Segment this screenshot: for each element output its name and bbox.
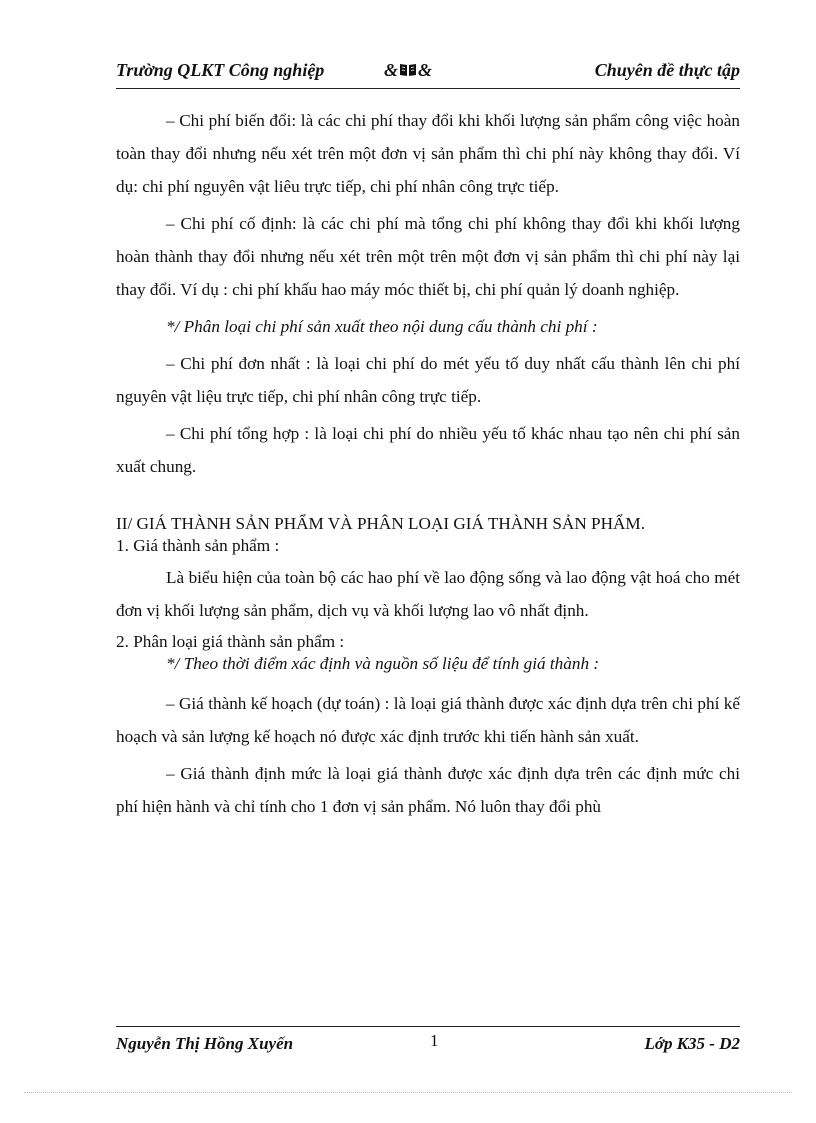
section-heading: II/ GIÁ THÀNH SẢN PHẨM VÀ PHÂN LOẠI GIÁ THÀNH SẢN PHẨM. bbox=[116, 514, 646, 533]
paragraph-fixed-cost: – Chi phí cố định: là các chi phí mà tổng chi phí không thay đổi khi khối lượng hoàn thành thay đổi nhưng nếu xét trên một trên một đơn vị sản phẩm thì chi phí này lại thay đổi. Ví dụ : chi phí khấu hao máy móc thiết bị, chi phí quản lý doanh nghiệp. bbox=[116, 214, 740, 299]
paragraph-standard-cost: – Giá thành định mức là loại giá thành được xác định dựa trên các định mức chi phí hiện hành và chỉ tính cho 1 đơn vị sản phẩm. Nó luôn thay đổi phù bbox=[116, 764, 740, 816]
header-school: Trường QLKT Công nghiệp bbox=[116, 60, 325, 80]
paragraph-planned-cost: – Giá thành kế hoạch (dự toán) : là loại giá thành được xác định dựa trên chi phí kế hoạch và sản lượng kế hoạch nó được xác định trước khi tiến hành sản xuất. bbox=[116, 694, 740, 746]
subheading-timing: */ Theo thời điểm xác định và nguồn số liệu để tính giá thành : bbox=[166, 654, 600, 673]
paragraph-composite-cost: – Chi phí tổng hợp : là loại chi phí do nhiều yếu tố khác nhau tạo nên chi phí sản xuất chung. bbox=[116, 424, 740, 476]
paragraph-product-cost: Là biểu hiện của toàn bộ các hao phí về lao động sống và lao động vật hoá cho mét đơn vị khối lượng sản phẩm, dịch vụ và khối lượng lao vô nhất định. bbox=[116, 568, 740, 620]
footer-class: Lớp K35 - D2 bbox=[644, 1034, 740, 1053]
subheading-cost-classification: */ Phân loại chi phí sản xuất theo nội dung cấu thành chi phí : bbox=[166, 317, 598, 336]
header-ornament: & & bbox=[384, 60, 433, 80]
footer-author: Nguyễn Thị Hồng Xuyến bbox=[116, 1034, 294, 1053]
document-body bbox=[116, 104, 740, 827]
subsection-heading-1: 1. Giá thành sản phẩm : bbox=[116, 536, 280, 555]
page-edge-divider bbox=[24, 1092, 792, 1093]
paragraph-variable-cost: – Chi phí biến đổi: là các chi phí thay đổi khi khối lượng sản phẩm công việc hoàn toàn thay đổi nhưng nếu xét trên một đơn vị sản phẩm thì chi phí này không thay đổi. Ví dụ: chi phí nguyên vật liêu trực tiếp, chi phí nhân công trực tiếp. bbox=[116, 111, 740, 196]
paragraph-single-cost: – Chi phí đơn nhất : là loại chi phí do mét yếu tố duy nhất cấu thành lên chi phí nguyên vật liệu trực tiếp, chi phí nhân công trực tiếp. bbox=[116, 354, 740, 406]
page-footer bbox=[116, 1026, 740, 1053]
book-icon bbox=[399, 62, 417, 78]
header-title: Chuyên đề thực tập bbox=[594, 60, 740, 80]
page-number: 1 bbox=[430, 1031, 439, 1050]
page-header bbox=[116, 58, 740, 89]
subsection-heading-2: 2. Phân loại giá thành sản phẩm : bbox=[116, 632, 345, 651]
